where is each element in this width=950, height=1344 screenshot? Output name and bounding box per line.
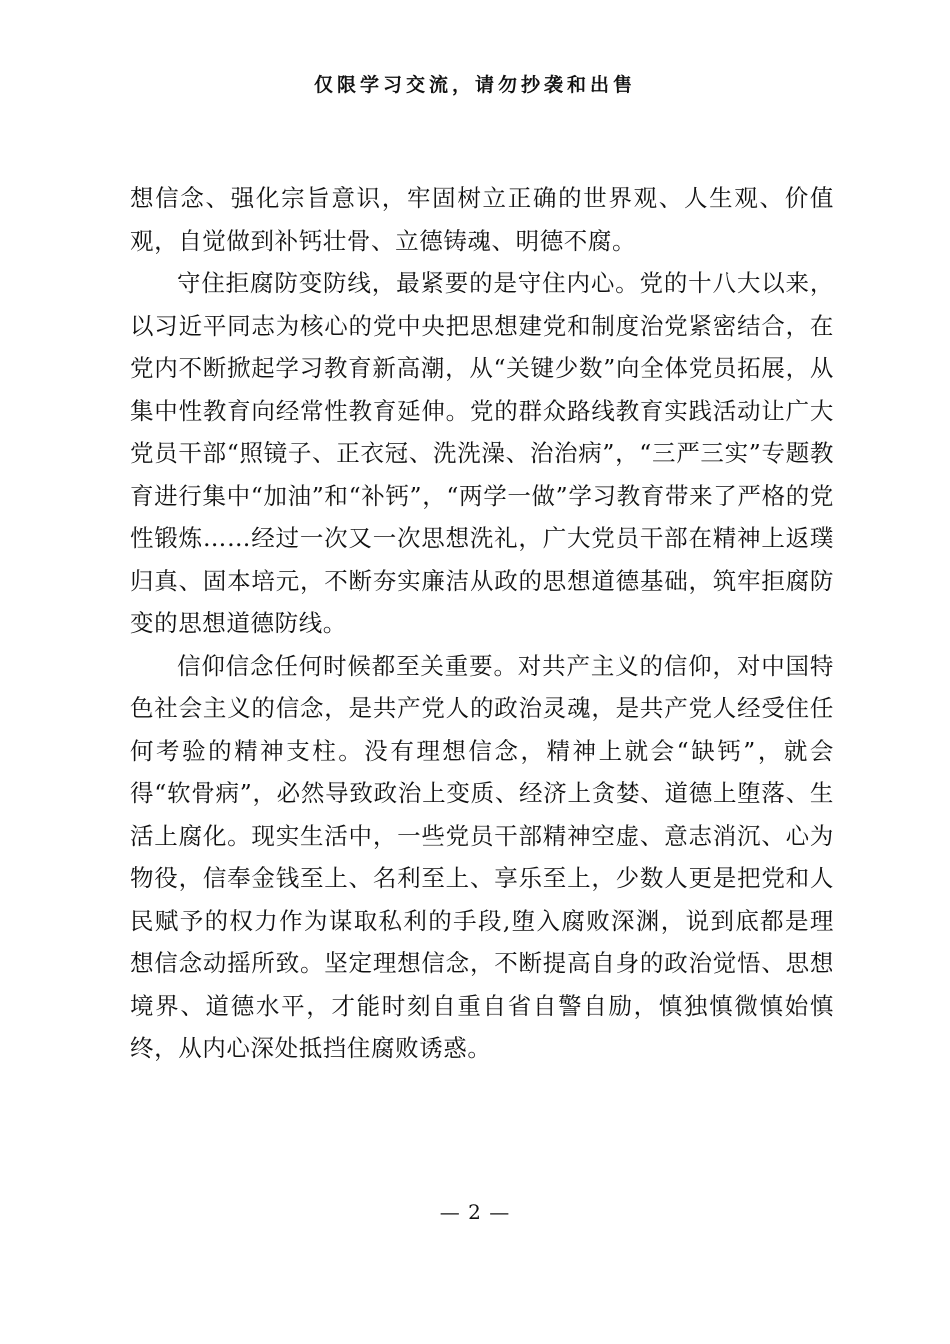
paragraph-continuation: 想信念、强化宗旨意识，牢固树立正确的世界观、人生观、价值观，自觉做到补钙壮骨、立德铸魂、明德不腐。	[130, 184, 834, 255]
body-text	[130, 177, 834, 1070]
paragraph-defense-line: 守住拒腐防变防线，最紧要的是守住内心。党的十八大以来，以习近平同志为核心的党中央把思想建党和制度治党紧密结合，在党内不断掀起学习教育新高潮，从“关键少数”向全体党员拓展，从集中性教育向经常性教育延伸。党的群众路线教育实践活动让广大党员干部“照镜子、正衣冠、洗洗澡、治治病”，“三严三实”专题教育进行集中“加油”和“补钙”，“两学一做”学习教育带来了严格的党性锻炼……经过一次又一次思想洗礼，广大党员干部在精神上返璞归真、固本培元，不断夯实廉洁从政的思想道德基础，筑牢拒腐防变的思想道德防线。	[130, 269, 834, 637]
header-notice: 仅限学习交流，请勿抄袭和出售	[313, 74, 636, 96]
paragraph-faith: 信仰信念任何时候都至关重要。对共产主义的信仰，对中国特色社会主义的信念，是共产党人的政治灵魂，是共产党人经受住任何考验的精神支柱。没有理想信念，精神上就会“缺钙”，就会得“软骨病”，必然导致政治上变质、经济上贪婪、道德上堕落、生活上腐化。现实生活中，一些党员干部精神空虚、意志消沉、心为物役，信奉金钱至上、名利至上、享乐至上，少数人更是把党和人民赋予的权力作为谋取私利的手段,堕入腐败深渊，说到底都是理想信念动摇所致。坚定理想信念，不断提高自身的政治觉悟、思想境界、道德水平，才能时刻自重自省自警自励，慎独慎微慎始慎终，从内心深处抵挡住腐败诱惑。	[130, 651, 834, 1062]
page-number: — 2 —	[439, 1200, 511, 1224]
